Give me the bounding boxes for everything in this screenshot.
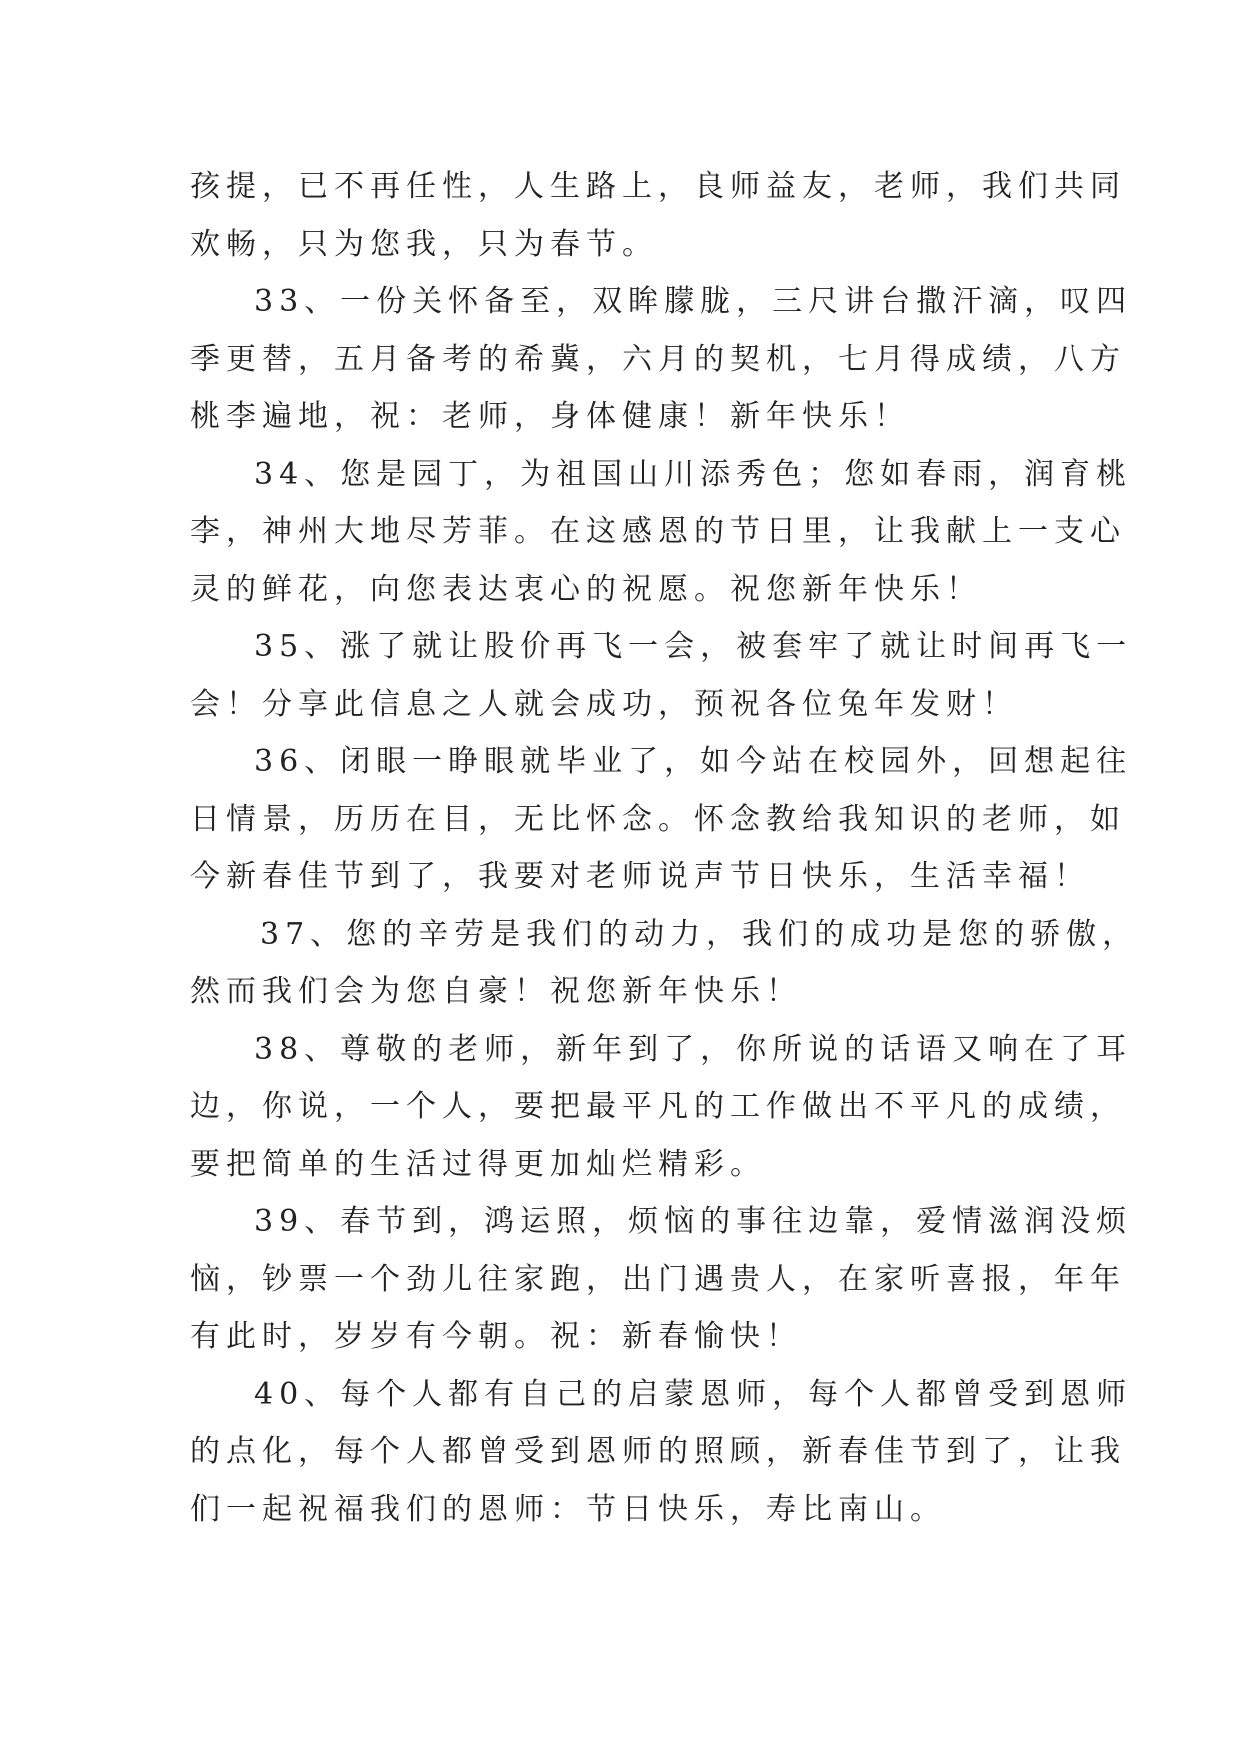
text-line: 边，你说，一个人，要把最平凡的工作做出不平凡的成绩， (190, 1089, 1126, 1124)
text-line: 灵的鲜花，向您表达衷心的祝愿。祝您新年快乐！ (190, 571, 982, 607)
paragraph-37-start: 37、您的辛劳是我们的动力，我们的成功是您的骄傲， (260, 916, 1139, 952)
text-line: 们一起祝福我们的恩师：节日快乐，寿比南山。 (190, 1491, 946, 1527)
text-line: 会！分享此信息之人就会成功，预祝各位兔年发财！ (190, 686, 1018, 722)
text-line: 有此时，岁岁有今朝。祝：新春愉快！ (190, 1319, 802, 1354)
text-line: 欢畅，只为您我，只为春节。 (190, 226, 658, 262)
text-line: 要把简单的生活过得更加灿烂精彩。 (190, 1146, 766, 1182)
text-line: 恼，钞票一个劲儿往家跑，出门遇贵人，在家听喜报，年年 (190, 1261, 1126, 1297)
document-body (190, 158, 1139, 1538)
paragraph-33-start: 33、一份关怀备至，双眸朦胧，三尺讲台撒汗滴，叹四 (254, 284, 1133, 319)
paragraph-35-start: 35、涨了就让股价再飞一会，被套牢了就让时间再飞一 (254, 629, 1133, 664)
paragraph-36-start: 36、闭眼一睁眼就毕业了，如今站在校园外，回想起往 (254, 744, 1133, 779)
paragraph-38-start: 38、尊敬的老师，新年到了，你所说的话语又响在了耳 (254, 1031, 1133, 1067)
text-line: 孩提，已不再任性，人生路上，良师益友，老师，我们共同 (190, 169, 1126, 204)
text-line: 季更替，五月备考的希冀，六月的契机，七月得成绩，八方 (190, 341, 1126, 377)
text-line: 的点化，每个人都曾受到恩师的照顾，新春佳节到了，让我 (190, 1434, 1126, 1469)
text-line: 桃李遍地，祝：老师，身体健康！新年快乐！ (190, 399, 910, 434)
text-line: 李，神州大地尽芳菲。在这感恩的节日里，让我献上一支心 (190, 514, 1126, 549)
paragraph-40-start: 40、每个人都有自己的启蒙恩师，每个人都曾受到恩师 (254, 1376, 1133, 1412)
text-line: 日情景，历历在目，无比怀念。怀念教给我知识的老师，如 (190, 801, 1126, 837)
paragraph-34-start: 34、您是园丁，为祖国山川添秀色；您如春雨，润育桃 (254, 456, 1133, 492)
text-line: 今新春佳节到了，我要对老师说声节日快乐，生活幸福！ (190, 859, 1090, 894)
paragraph-39-start: 39、春节到，鸿运照，烦恼的事往边靠，爱情滋润没烦 (254, 1204, 1133, 1239)
text-line: 然而我们会为您自豪！祝您新年快乐！ (190, 974, 802, 1009)
